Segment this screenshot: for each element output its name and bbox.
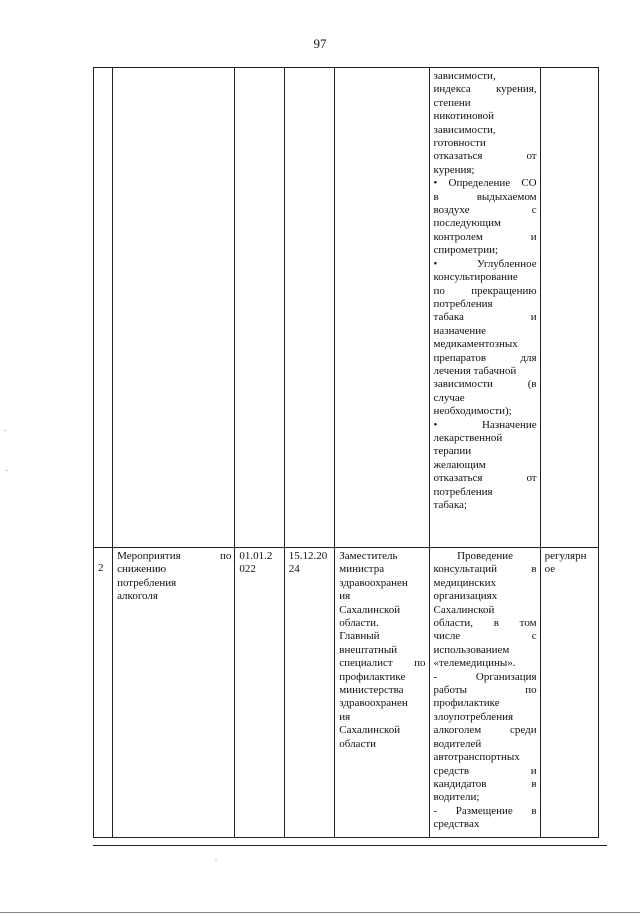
row2-name-line: Мероприятия по (117, 550, 232, 562)
row2-end-line: 24 (288, 563, 300, 576)
row2-activities-line: медицинских (433, 576, 496, 589)
row2-end-line: 15.12.20 (288, 550, 328, 562)
row2-name-line: снижению (117, 563, 167, 576)
row1-activities-line: потребления (433, 297, 493, 310)
row2-periodicity-line: регулярн (544, 550, 587, 562)
row2-responsible-line: ия (339, 710, 351, 723)
row2-activities-line: консультаций в (433, 563, 537, 576)
row2-responsible-line: здравоохранен (339, 697, 408, 710)
row2-responsible-line: здравоохранен (339, 576, 408, 589)
row1-end-cell (284, 68, 335, 548)
row2-activities-line: средствах (433, 818, 480, 831)
row1-activities-line: терапии (433, 445, 472, 458)
row1-activities-line: • Углубленное (433, 257, 537, 270)
row1-activities-line: • Определение СО (433, 177, 537, 190)
row1-activities-line: готовности (433, 137, 486, 150)
row2-activities-line: кандидатов в (433, 777, 537, 790)
row1-activities-line: воздухе с (433, 204, 537, 217)
row2-responsible-line: Заместитель (339, 550, 398, 562)
row2-end-cell (284, 548, 335, 838)
row2-start-cell (235, 548, 284, 838)
row1-activities-line: случае (433, 391, 465, 404)
row1-activities-line: • Назначение (433, 418, 537, 431)
row2-activities-line: «телемедицины». (433, 657, 516, 670)
row1-activities-line: в выдыхаемом (433, 190, 537, 203)
row1-activities-line: курения; (433, 163, 475, 176)
row1-responsible-cell (335, 68, 429, 548)
row2-name-cell (113, 548, 235, 838)
row2-activities-line: Проведение (457, 550, 514, 562)
row1-activities-line: индекса курения, (433, 83, 537, 96)
row2-number-cell (94, 548, 113, 838)
row2-responsible-line: внештатный (339, 643, 398, 656)
row2-activities-line: организациях (433, 590, 498, 603)
row1-activities-line: отказаться от (433, 150, 537, 163)
row2-activities-line: работы по (433, 684, 537, 697)
row1-activities-line: степени (433, 96, 471, 109)
row1-activities-line: желающим (433, 458, 486, 471)
row2-activities-line: алкоголем среди (433, 724, 537, 737)
row2-responsible-cell (335, 548, 429, 838)
row2-activities-line: использованием (433, 643, 510, 656)
row1-name-cell (113, 68, 235, 548)
row1-number-cell (94, 68, 113, 548)
row1-activities-line: по прекращению (433, 284, 537, 297)
row2-responsible-line: министра (339, 563, 385, 576)
scan-edge (0, 912, 640, 913)
row2-start-line: 022 (239, 563, 256, 576)
row2-responsible-line: специалист по (339, 657, 426, 670)
row2-activities-line: водителей (433, 737, 482, 750)
row2-responsible-line: Главный (339, 630, 380, 643)
row2-name-line: потребления (117, 576, 177, 589)
row1-activities-line: спирометрии; (433, 244, 499, 257)
row2-name-line: алкоголя (117, 590, 158, 603)
row2-number: 2 (98, 562, 104, 574)
row2-periodicity-line: ое (544, 563, 556, 576)
row2-responsible-line: области (339, 737, 377, 750)
row1-activities-line: табака; (433, 499, 467, 511)
row2-responsible-line: области. (339, 617, 379, 630)
row2-activities-line: Сахалинской (433, 603, 495, 616)
table-row (94, 68, 599, 548)
row2-responsible-line: Сахалинской (339, 603, 401, 616)
row2-activities-cell (429, 548, 540, 838)
row2-activities-line: - Размещение в (433, 804, 537, 817)
row1-activities-line: зависимости (в (433, 378, 537, 391)
row1-activities-line: консультирование (433, 271, 518, 284)
row1-activities-line: отказаться от (433, 472, 537, 485)
row1-activities-line: необходимости); (433, 405, 512, 418)
row2-activities-line: средств и (433, 764, 537, 777)
row2-activities-line: области, в том (433, 617, 537, 630)
row2-activities-line: профилактике (433, 697, 500, 710)
row1-activities-line: последующим (433, 217, 501, 230)
row2-responsible-line: министерства (339, 684, 404, 697)
row1-activities-line: медикаментозных (433, 338, 518, 351)
table-row (94, 548, 599, 838)
row2-activities-line: злоупотребления (433, 710, 514, 723)
scan-speck (6, 470, 8, 471)
row2-start-line: 01.01.2 (239, 550, 273, 562)
row1-activities-line: никотиновой (433, 110, 495, 123)
row1-activities-line: зависимости, (433, 70, 496, 82)
row1-activities-line: табака и (433, 311, 537, 324)
row1-activities-line: лекарственной (433, 431, 503, 444)
row2-activities-line: водители; (433, 791, 480, 804)
row1-activities-line: назначение (433, 324, 487, 337)
page-number: 97 (313, 36, 327, 51)
row1-periodicity-cell (540, 68, 598, 548)
scan-speck (4, 430, 6, 431)
row1-activities-line: зависимости, (433, 123, 496, 136)
row2-periodicity-cell (540, 548, 598, 838)
row2-responsible-line: Сахалинской (339, 724, 401, 737)
row2-responsible-line: ия (339, 590, 351, 603)
bottom-rule (93, 845, 607, 846)
row1-activities-line: лечения табачной (433, 364, 517, 377)
measures-table (93, 67, 599, 838)
row1-activities-line: потребления (433, 485, 493, 498)
scan-speck (215, 860, 217, 861)
row2-responsible-line: профилактике (339, 670, 406, 683)
row1-activities-line: препаратов для (433, 351, 537, 364)
row1-start-cell (235, 68, 284, 548)
row2-activities-line: автотранспортных (433, 751, 520, 764)
row1-activities-line: контролем и (433, 230, 537, 243)
row2-activities-line: - Организация (433, 670, 537, 683)
row1-activities-cell (429, 68, 540, 548)
row2-activities-line: числе с (433, 630, 537, 643)
